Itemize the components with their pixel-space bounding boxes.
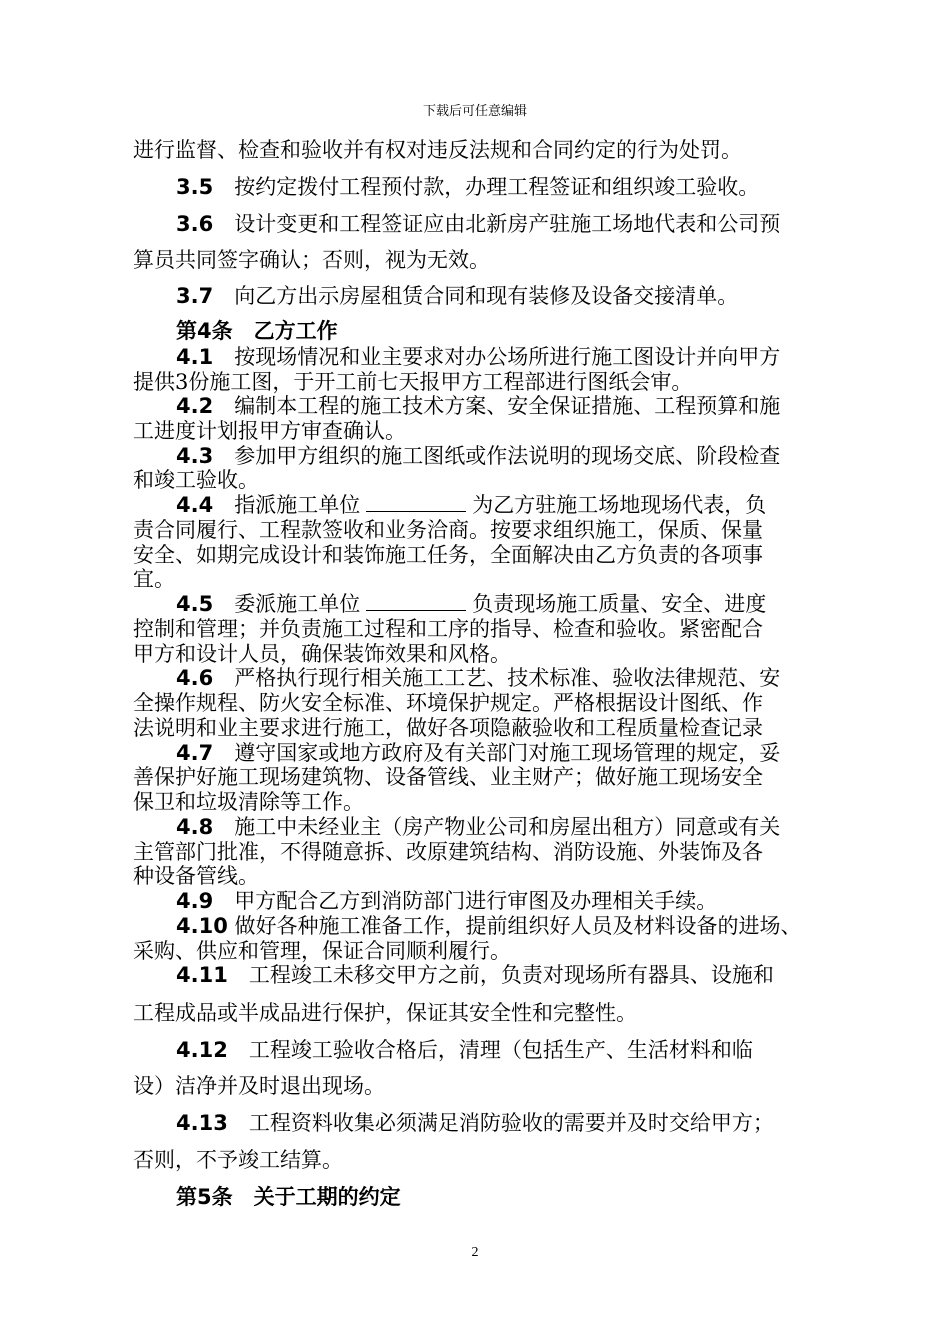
paragraph-line: 全操作规程、防火安全标准、环境保护规定。严格根据设计图纸、作 — [133, 691, 763, 715]
paragraph-line: 工程成品或半成品进行保护，保证其安全性和完整性。 — [133, 1001, 637, 1025]
clause-3-6: 3.6 设计变更和工程签证应由北新房产驻施工场地代表和公司预 — [176, 212, 781, 236]
clause-4-11: 4.11 工程竣工未移交甲方之前，负责对现场所有器具、设施和 — [176, 963, 774, 987]
paragraph-line: 提供3份施工图，于开工前七天报甲方工程部进行图纸会审。 — [133, 370, 693, 394]
paragraph-line: 种设备管线。 — [133, 864, 259, 888]
paragraph-line: 善保护好施工现场建筑物、设备管线、业主财产；做好施工现场安全 — [133, 765, 763, 789]
paragraph-line: 和竣工验收。 — [133, 468, 259, 492]
clause-4-13: 4.13 工程资料收集必须满足消防验收的需要并及时交给甲方； — [176, 1111, 774, 1135]
paragraph-line: 采购、供应和管理，保证合同顺利履行。 — [133, 939, 511, 963]
clause-4-2: 4.2 编制本工程的施工技术方案、安全保证措施、工程预算和施 — [176, 394, 781, 418]
paragraph-line: 主管部门批准，不得随意拆、改原建筑结构、消防设施、外装饰及各 — [133, 840, 763, 864]
clause-3-5: 3.5 按约定拨付工程预付款，办理工程签证和组织竣工验收。 — [176, 175, 760, 199]
clause-4-10: 4.10 做好各种施工准备工作，提前组织好人员及材料设备的进场、 — [176, 914, 802, 938]
paragraph-line: 安全、如期完成设计和装饰施工任务，全面解决由乙方负责的各项事 — [133, 543, 763, 567]
paragraph-line: 算员共同签字确认；否则，视为无效。 — [133, 248, 490, 272]
article-4-heading: 第4条 乙方工作 — [176, 318, 338, 343]
paragraph-line: 工进度计划报甲方审查确认。 — [133, 419, 406, 443]
clause-3-7: 3.7 向乙方出示房屋租赁合同和现有装修及设备交接清单。 — [176, 284, 739, 308]
paragraph-line: 否则，不予竣工结算。 — [133, 1148, 343, 1172]
paragraph-line: 控制和管理；并负责施工过程和工序的指导、检查和验收。紧密配合 — [133, 617, 763, 641]
paragraph-line: 法说明和业主要求进行施工，做好各项隐蔽验收和工程质量检查记录 — [133, 716, 763, 740]
article-5-heading: 第5条 关于工期的约定 — [176, 1184, 401, 1209]
blank-field — [366, 493, 466, 512]
paragraph-line: 责合同履行、工程款签收和业务洽商。按要求组织施工，保质、保量 — [133, 518, 763, 542]
blank-field — [366, 592, 466, 611]
page-header: 下载后可任意编辑 — [422, 104, 527, 119]
clause-4-6: 4.6 严格执行现行相关施工工艺、技术标准、验收法律规范、安 — [176, 666, 781, 690]
clause-4-3: 4.3 参加甲方组织的施工图纸或作法说明的现场交底、阶段检查 — [176, 444, 781, 468]
clause-4-5: 4.5 委派施工单位 负责现场施工质量、安全、进度 — [176, 592, 767, 616]
paragraph-line: 甲方和设计人员，确保装饰效果和风格。 — [133, 642, 511, 666]
clause-4-9: 4.9 甲方配合乙方到消防部门进行审图及办理相关手续。 — [176, 889, 718, 913]
page-number: 2 — [471, 1245, 479, 1260]
paragraph-line: 宜。 — [133, 567, 175, 591]
clause-4-8: 4.8 施工中未经业主（房产物业公司和房屋出租方）同意或有关 — [176, 815, 781, 839]
paragraph-line: 设）洁净并及时退出现场。 — [133, 1074, 385, 1098]
paragraph-line: 进行监督、检查和验收并有权对违反法规和合同约定的行为处罚。 — [133, 138, 742, 162]
clause-4-7: 4.7 遵守国家或地方政府及有关部门对施工现场管理的规定，妥 — [176, 741, 781, 765]
clause-4-4: 4.4 指派施工单位 为乙方驻施工场地现场代表，负 — [176, 493, 767, 517]
paragraph-line: 保卫和垃圾清除等工作。 — [133, 790, 364, 814]
clause-4-1: 4.1 按现场情况和业主要求对办公场所进行施工图设计并向甲方 — [176, 345, 781, 369]
clause-4-12: 4.12 工程竣工验收合格后，清理（包括生产、生活材料和临 — [176, 1038, 753, 1062]
